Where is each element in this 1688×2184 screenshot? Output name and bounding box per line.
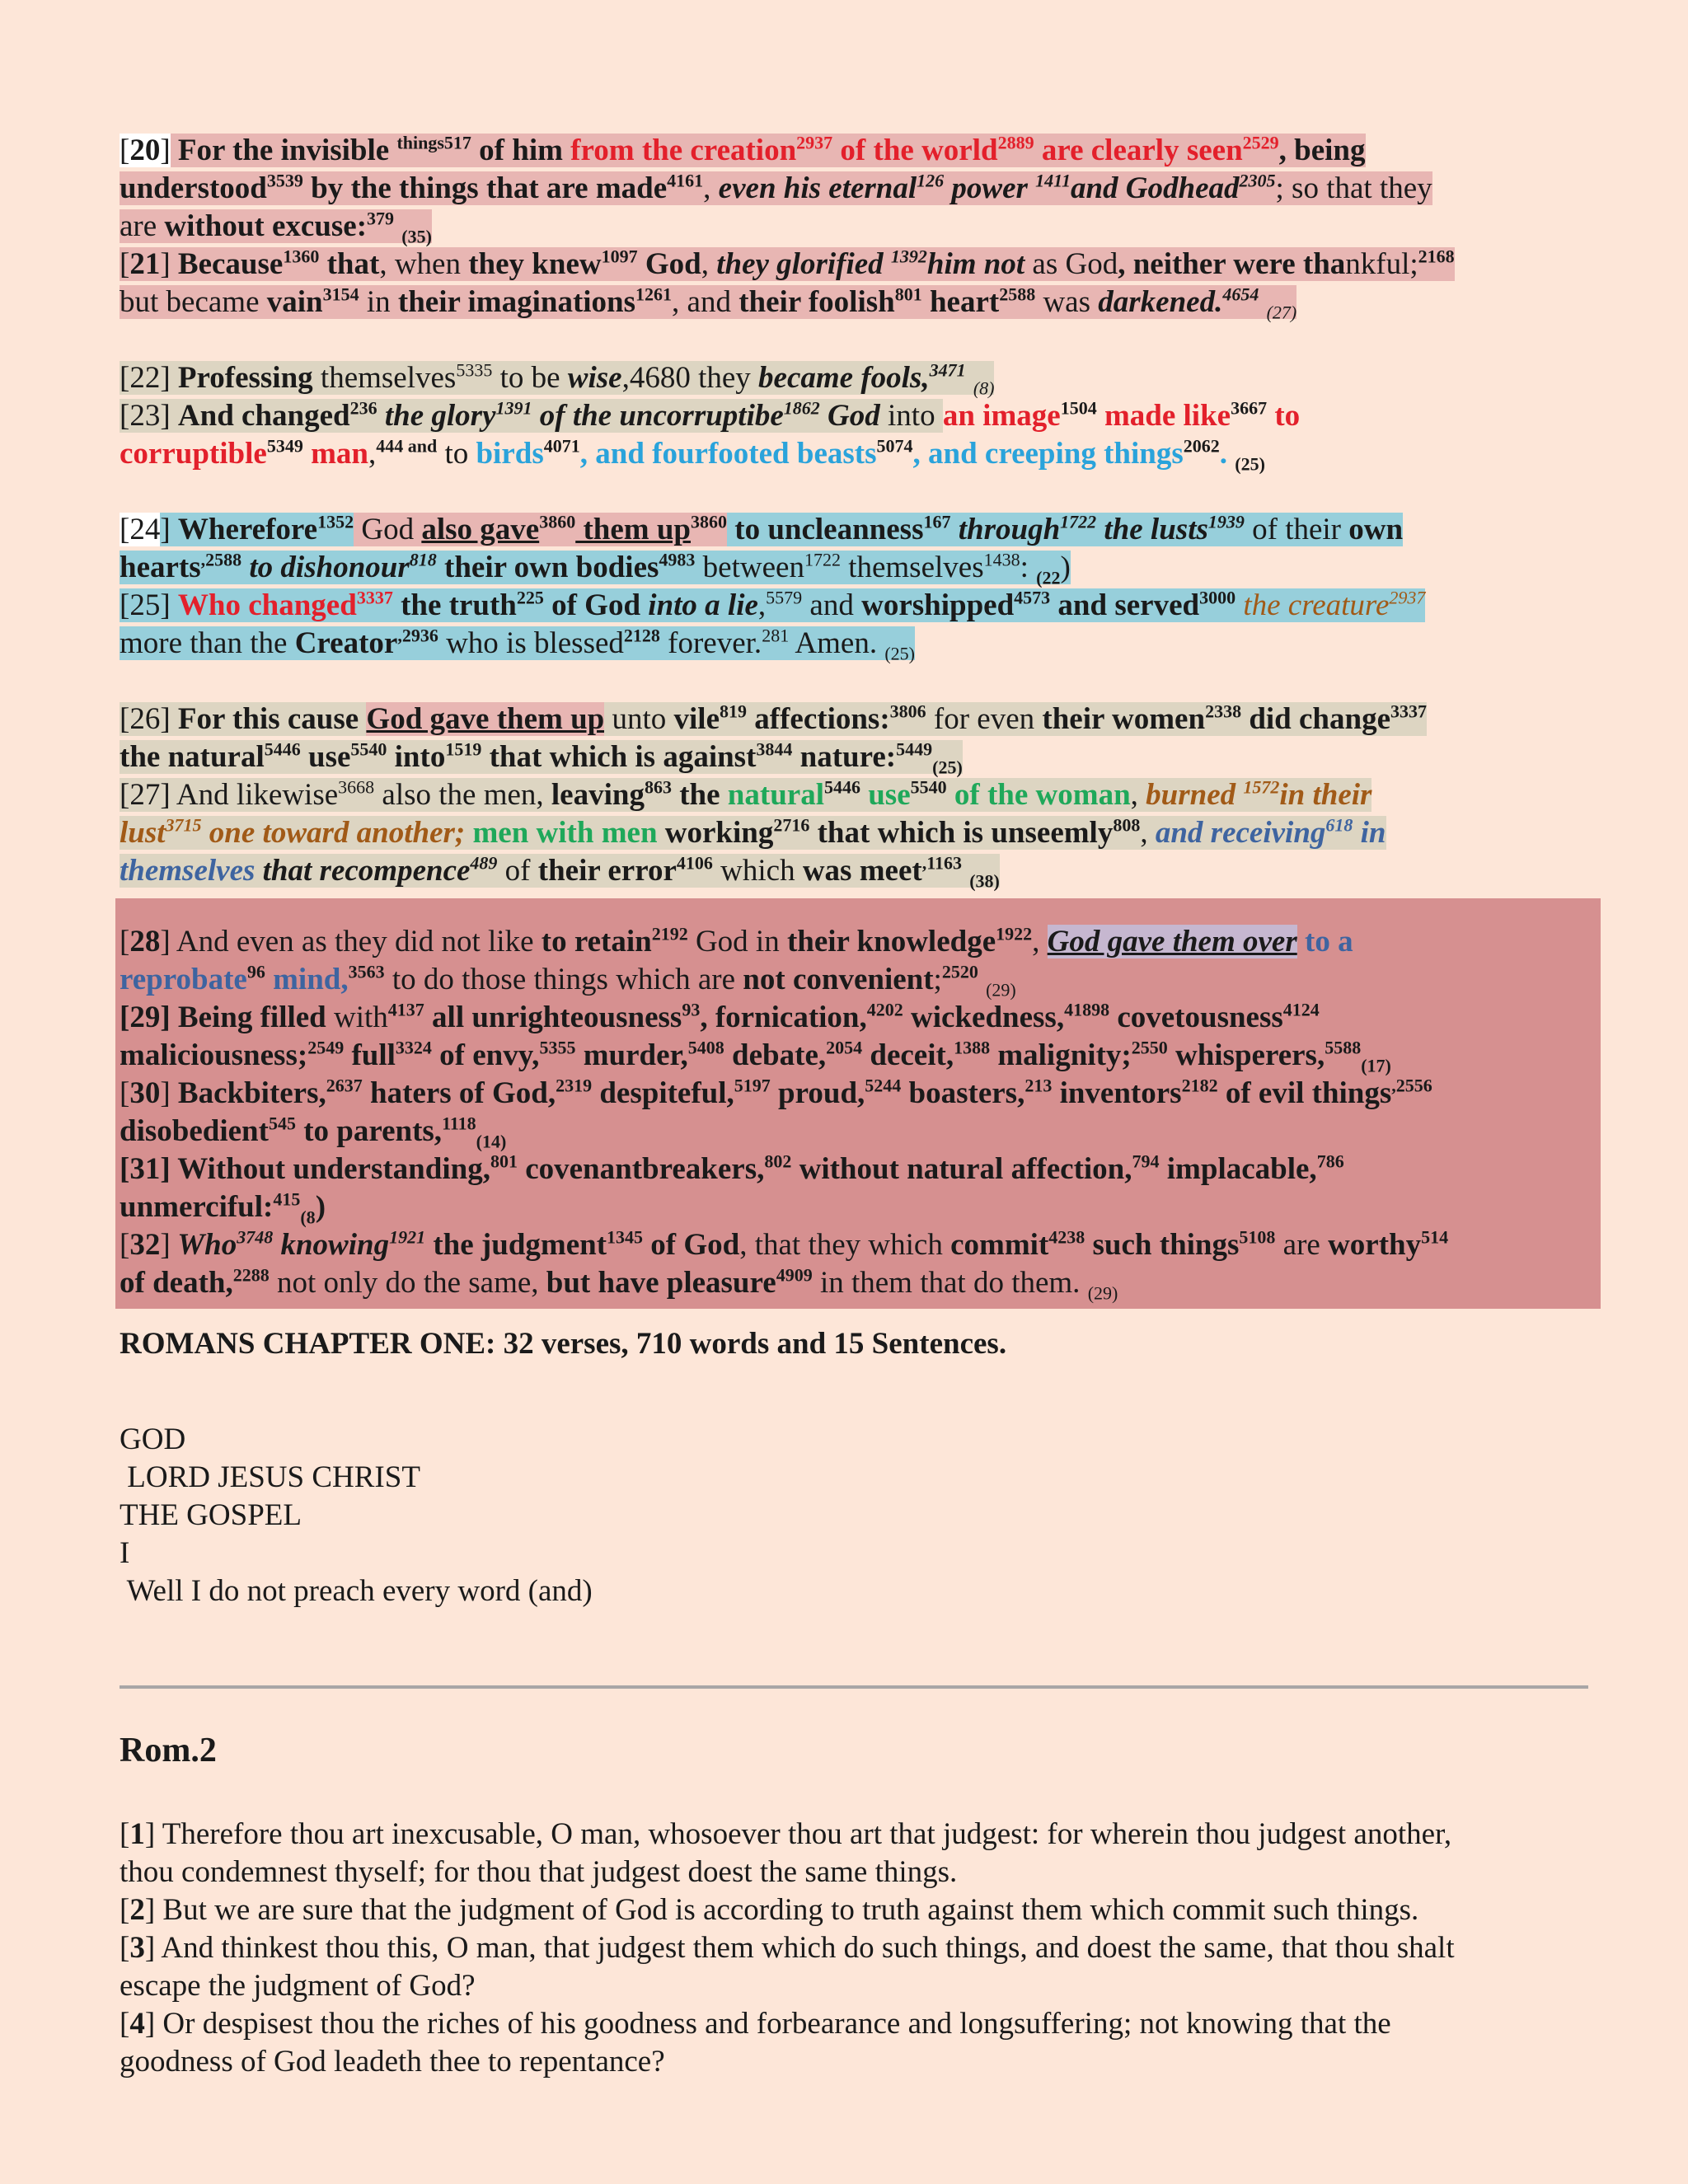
verse-number: 4 <box>129 2007 145 2041</box>
rom2-verse-4: [4] Or despisest thou the riches of his goodness and forbearance and longsuffering; not knowing that the goodness of God leadeth thee to repentance? <box>120 2007 1391 2079</box>
v29-line1: [29] Being filled with$^{4137}$ all unrighteousness$^{93}$, fornication,$^{4202}$ wickedness,$^{41898}$ covetousness$^{4124}$ <box>120 999 1320 1034</box>
word-count: (25) <box>1235 453 1265 475</box>
v22-line: [22] Professing themselves$^{5335}$ to be wise,4680 they became fools,$^{3471}$ $_{(8)}$ <box>120 359 995 399</box>
chapter-summary: ROMANS CHAPTER ONE: 32 verses, 710 words and 15 Sentences. <box>120 1327 1007 1361</box>
verses-28-32-box <box>115 898 1601 1309</box>
verses-20-21 <box>120 132 1587 321</box>
verse-number: 22 <box>129 361 161 395</box>
verse-number: 28 <box>129 925 161 958</box>
v32-line1: [32] Who$^{3748}$ knowing$^{1921}$ the judgment$^{1345}$ of God, that they which commit$^{4238}$ such things$^{5108}$ are worthy$^{514}$ <box>120 1226 1449 1262</box>
v23-line1: [23] And changed$^{236}$ the glory$^{1391}$ of the uncorruptibe$^{1862}$ God into an image$^{1504}$ made like$^{3667}$ to <box>120 397 1301 433</box>
note-line: Well I do not preach every word (and) <box>120 1574 593 1608</box>
verse-number: 3 <box>129 1931 145 1965</box>
romans-one-text <box>120 132 1587 1610</box>
verse-number: 21 <box>129 247 161 281</box>
word-count: (29) <box>986 979 1016 1001</box>
verse-number: 26 <box>129 702 161 736</box>
note-line: I <box>120 1536 130 1570</box>
word-count: (35) <box>401 226 432 247</box>
v20-line2: understood$^{3539}$ by the things that are made$^{4161}$, even his eternal$^{126}$ power $^{1411}$and Godhead$^{2305}$; so that they <box>120 170 1432 205</box>
rom2-verse-2: [2] But we are sure that the judgment of God is according to truth against them which commit such things. <box>120 1893 1419 1927</box>
v29-line2: maliciousness;$^{2549}$ full$^{3324}$ of envy,$^{5355}$ murder,$^{5408}$ debate,$^{2054}$ deceit,$^{1388}$ malignity;$^{2550}$ whisperers,$^{5588}_{(17)}$ <box>120 1037 1391 1076</box>
v21-line2: but became vain$^{3154}$ in their imaginations$^{1261}$, and their foolish$^{801}$ heart$^{2588}$ was darkened.$^{4654}$ $_{(27)}$ <box>120 284 1297 323</box>
word-count: (25) <box>932 757 963 778</box>
verse-number: 2 <box>129 1893 145 1927</box>
v26-line1: [26] For this cause God gave them up unto vile$^{819}$ affections:$^{3806}$ for even their women$^{2338}$ did change$^{3337}$ <box>120 701 1427 736</box>
romans-two-section <box>120 1731 1587 2081</box>
word-count: (29) <box>1087 1282 1118 1304</box>
verse-number: [31] Without understanding, <box>120 1152 490 1186</box>
v25-line1: [25] Who changed$^{3337}$ the truth$^{225}$ of God into a lie,$^{5579}$ and worshipped$^{4573}$ and served$^{3000}$ the creature$^{2937}$ <box>120 587 1426 622</box>
verse-number: 25 <box>129 588 161 622</box>
verse-number: [29] Being filled <box>120 1001 326 1034</box>
word-count: (8 <box>300 1207 316 1228</box>
word-count: (27) <box>1266 302 1297 323</box>
horizontal-divider <box>120 1685 1588 1689</box>
v31-line2: unmerciful:$^{415}_{(8}$) <box>120 1188 326 1228</box>
v28-line2: reprobate$^{96}$ mind,$^{3563}$ to do those things which are not convenient;$^{2520}$ $_{(29)}$ <box>120 961 1016 1001</box>
v27-line2: lust$^{3715}$ one toward another; men with men working$^{2716}$ that which is unseemly$^{808}$, and receiving$^{618}$ in <box>120 814 1386 850</box>
section-heading: Rom.2 <box>120 1732 217 1769</box>
word-count: (8) <box>973 377 995 399</box>
v24-line1: [24] Wherefore$^{1352}$ God also gave$^{3860}$ them $up^{3860}$ to uncleanness$^{167}$ through$^{1722}$ the lusts$^{1939}$ of their own <box>120 511 1404 546</box>
v27-line3: themselves that recompence$^{489}$ of their error$^{4106}$ which was meet$^{,1163}$ $_{(38)}$ <box>120 852 1000 892</box>
verse-number: 24 <box>129 513 161 546</box>
verses-26-27 <box>120 701 1587 890</box>
v32-line2: of death,$^{2288}$ not only do the same, but have pleasure$^{4909}$ in them that do them. $_{(29)}$ <box>120 1264 1118 1304</box>
v20-line1: [20] For the invisible $^{things517}$ of him from the creation$^{2937}$ of the world$^{2889}$ are clearly seen$^{2529}$, being <box>120 132 1366 167</box>
v31-line1: [31] Without understanding,$^{801}$ covenantbreakers,$^{802}$ without natural affection,$^{794}$ implacable,$^{786}$ <box>120 1151 1344 1186</box>
verse-number: 1 <box>129 1817 145 1851</box>
word-count: (22 <box>1036 567 1061 588</box>
word-count: (38) <box>969 870 1000 892</box>
note-line: THE GOSPEL <box>120 1498 302 1532</box>
verse-number: 32 <box>129 1228 161 1262</box>
notes-list <box>120 1421 1587 1610</box>
verse-number: 20 <box>129 134 161 167</box>
rom2-verse-3: [3] And thinkest thou this, O man, that judgest them which do such things, and doest the same, that thou shalt escape the judgment of God? <box>120 1931 1455 2003</box>
note-line: LORD JESUS CHRIST <box>120 1460 420 1494</box>
v24-line2: hearts$^{,2588}$ to dishonour$^{818}$ their own bodies$^{4983}$ between$^{1722}$ themselves$^{1438}$: $_{(22}$) <box>120 549 1071 588</box>
verse-number: 27 <box>129 778 161 812</box>
verse-number: 23 <box>129 399 161 433</box>
v25-line2: more than the Creator$^{,2936}$ who is blessed$^{2128}$ forever.$^{281}$ Amen. $_{(25)}$ <box>120 625 915 664</box>
v27-line1: [27] And likewise$^{3668}$ also the men, leaving$^{863}$ the natural$^{5446}$ use$^{5540}$ of the woman, burned $^{1572}$in their <box>120 776 1372 812</box>
word-count: (14) <box>476 1131 507 1152</box>
v23-line2: corruptible$^{5349}$ man,$^{444 and}$ to birds$^{4071}$, and fourfooted beasts$^{5074}$, and creeping things$^{2062}$. $_{(25)}$ <box>120 435 1265 475</box>
verse-number: 30 <box>129 1076 161 1110</box>
word-count: (17) <box>1361 1055 1391 1076</box>
v30-line1: [30] Backbiters,$^{2637}$ haters of God,$^{2319}$ despiteful,$^{5197}$ proud,$^{5244}$ boasters,$^{213}$ inventors$^{2182}$ of evil things$^{,2556}$ <box>120 1075 1432 1110</box>
v21-line1: [21] Because$^{1360}$ that, when they knew$^{1097}$ God, they glorified $^{1392}$him not as God, neither were thankful;$^{2168}$ <box>120 246 1455 281</box>
verses-24-25 <box>120 511 1587 663</box>
note-line: GOD <box>120 1422 186 1456</box>
verses-22-23 <box>120 359 1587 473</box>
rom2-verse-1: [1] Therefore thou art inexcusable, O man, whosoever thou art that judgest: for wherein thou judgest another, thou condemnest thyself; for thou that judgest doest the same things. <box>120 1817 1452 1889</box>
v20-line3: are without excuse:$^{379}$ $_{(35)}$ <box>120 208 432 247</box>
v26-line2: the natural$^{5446}$ use$^{5540}$ into$^{1519}$ that which is against$^{3844}$ nature:$^{5449}_{(25)}$ <box>120 738 963 778</box>
word-count: (25) <box>884 643 915 664</box>
v28-line1: [28] And even as they did not like to retain$^{2192}$ God in their knowledge$^{1922}$, God gave them over to a <box>120 923 1353 958</box>
v30-line2: disobedient$^{545}$ to parents,$^{1118}_{(14)}$ <box>120 1113 507 1152</box>
